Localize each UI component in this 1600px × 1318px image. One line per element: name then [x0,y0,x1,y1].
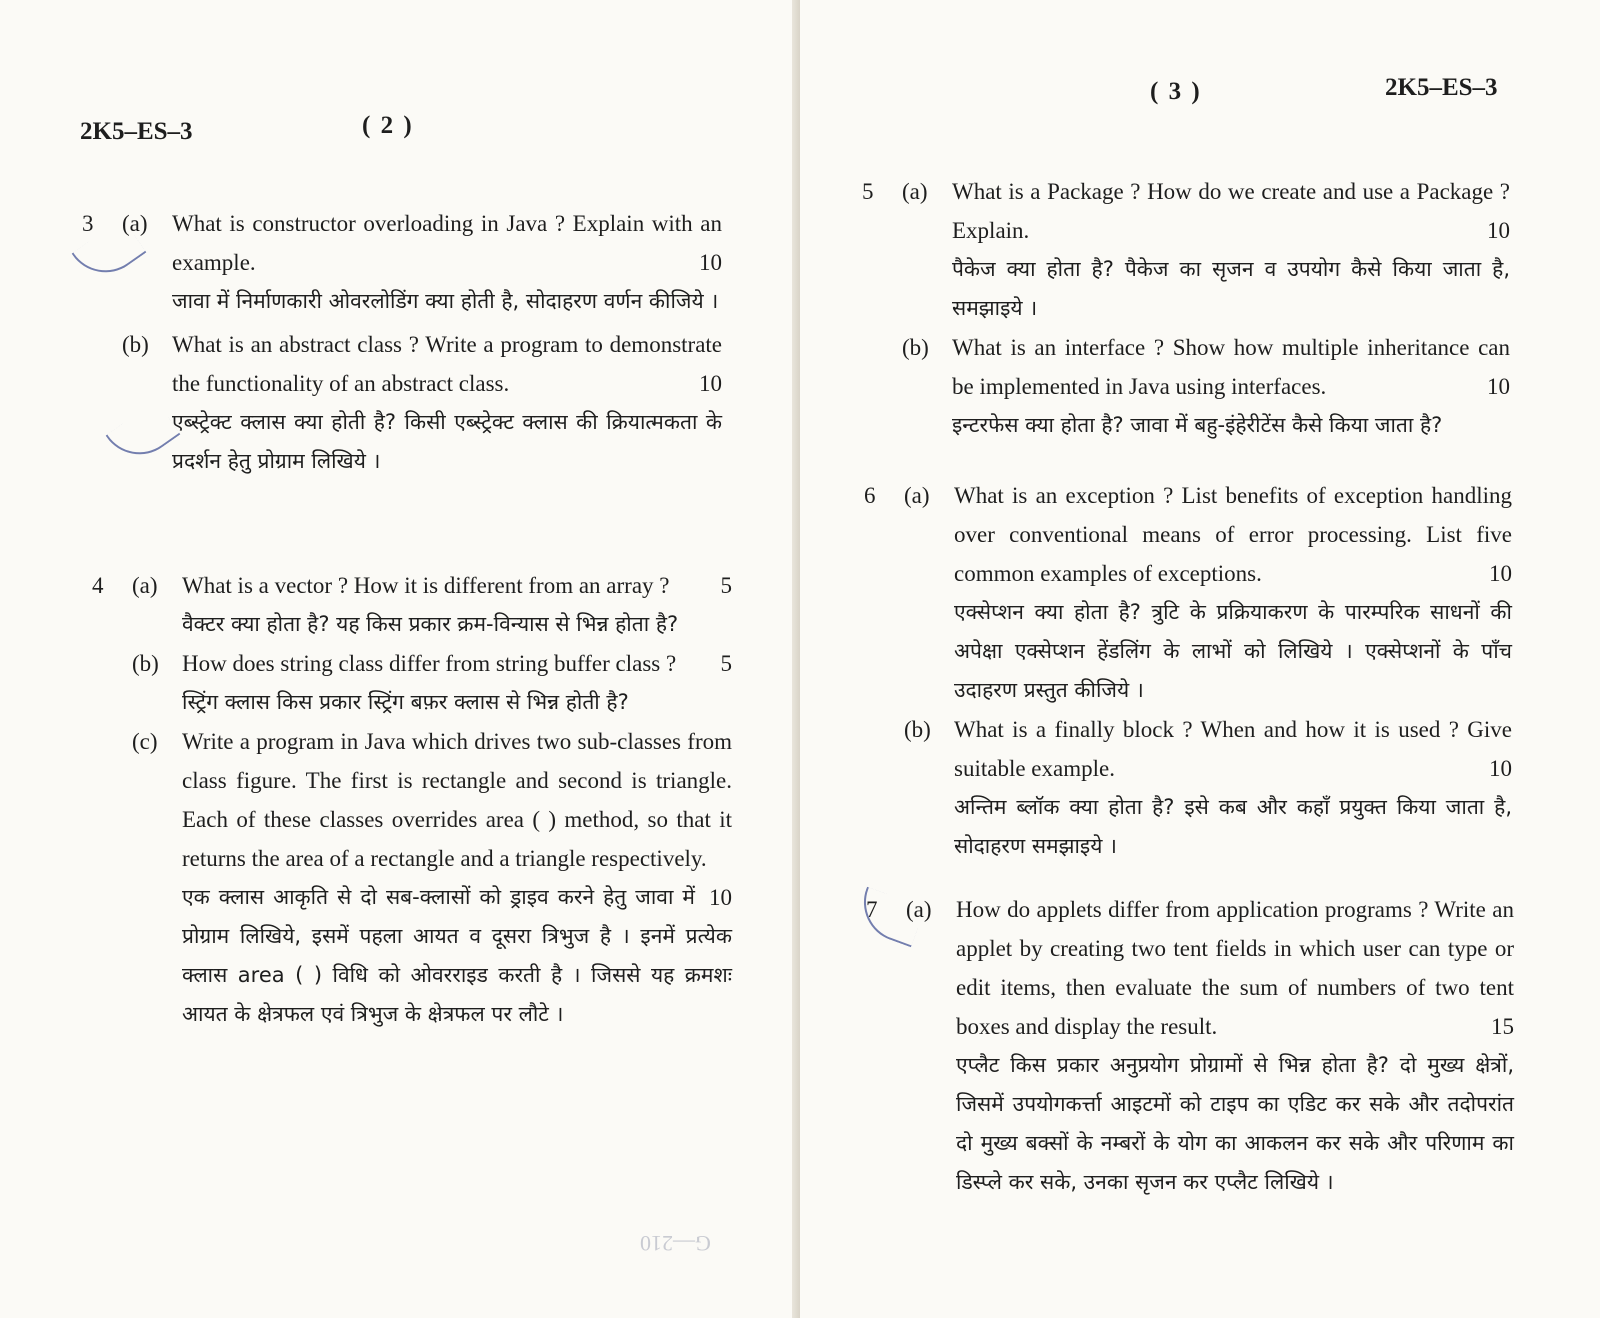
question-4a [92,566,732,644]
question-6b [864,710,1512,866]
question-3 [82,204,722,481]
marks: 10 [1489,756,1512,781]
question-7 [866,890,1514,1202]
part-label: (b) [132,651,159,676]
page-number: ( 2 ) [362,112,414,139]
question-text-hindi: जावा में निर्माणकारी ओवरलोडिंग क्या होती है, सोदाहरण वर्णन कीजिये । [172,289,719,313]
question-text: What is a vector ? How it is different from an array ? [182,573,670,598]
question-3b [82,325,722,481]
question-number: 3 [82,211,94,236]
question-text: How do applets differ from application programs ? Write an applet by creating two tent fields in which user can type or edit items, then evaluate the sum of numbers of two tent boxes and display the result. [956,897,1514,1039]
question-number: 4 [92,573,104,598]
part-label: (c) [132,729,158,754]
question-number: 7 [866,897,878,922]
question-text-hindi: इन्टरफेस क्या होता है? जावा में बहु-इंहेरीटेंस कैसे किया जाता है? [952,413,1443,437]
question-6a [864,476,1512,710]
part-label: (b) [904,717,931,742]
question-4b [92,644,732,722]
marks: 5 [720,651,732,676]
question-text-hindi: स्ट्रिंग क्लास किस प्रकार स्ट्रिंग बफ़र क्लास से भिन्न होती है? [182,690,629,714]
question-5 [862,172,1510,445]
marks: 10 [1487,374,1510,399]
part-label: (a) [902,179,928,204]
question-5a [862,172,1510,328]
part-label: (a) [904,483,930,508]
question-number: 6 [864,483,876,508]
part-label: (b) [902,335,929,360]
part-label: (a) [122,211,148,236]
question-6 [864,476,1512,866]
part-label: (b) [122,332,149,357]
question-text-hindi: अन्तिम ब्लॉक क्या होता है? इसे कब और कहाँ प्रयुक्त किया जाता है, सोदाहरण समझाइये । [954,795,1512,858]
faint-mark: G—210 [640,1231,711,1256]
marks: 10 [709,885,732,910]
question-text-hindi: पैकेज क्या होता है? पैकेज का सृजन व उपयोग कैसे किया जाता है, समझाइये । [952,257,1510,320]
part-label: (a) [906,897,932,922]
question-5b [862,328,1510,445]
marks: 10 [699,371,722,396]
question-number: 5 [862,179,874,204]
question-text-hindi: एब्स्ट्रेक्ट क्लास क्या होती है? किसी एब्स्ट्रेक्ट क्लास की क्रियात्मकता के प्रदर्शन हेतु प्रोग्राम लिखिये । [172,410,722,473]
question-text: What is an interface ? Show how multiple inheritance can be implemented in Java using interfaces. [952,335,1510,399]
question-text-hindi: वैक्टर क्या होता है? यह किस प्रकार क्रम-विन्यास से भिन्न होता है? [182,612,679,636]
question-3a [82,204,722,321]
marks: 5 [720,573,732,598]
question-text: What is an exception ? List benefits of exception handling over conventional means of error processing. List five common examples of exceptions. [954,483,1512,586]
right-page [800,0,1600,1318]
marks: 10 [1489,561,1512,586]
question-text-hindi: एप्लैट किस प्रकार अनुप्रयोग प्रोग्रामों से भिन्न होता है? दो मुख्य क्षेत्रों, जिसमें उपयोगकर्त्ता आइटमों को टाइप का एडिट कर सके और तदोपरांत दो मुख्य बक्सों के नम्बरों के योग का आकलन कर सके और परिणाम का डिस्प्ले कर सके, उनका सृजन कर एप्लैट लिखिये । [956,1053,1514,1194]
page-number: ( 3 ) [1150,78,1202,105]
question-text-hindi: एक क्लास आकृति से दो सब-क्लासों को ड्राइव करने हेतु जावा में प्रोग्राम लिखिये, इसमें पहला आयत व दूसरा त्रिभुज है । इनमें प्रत्येक क्लास area ( ) विधि को ओवरराइड करती है । जिससे यह क्रमशः आयत के क्षेत्रफल एवं त्रिभुज के क्षेत्रफल पर लौटे । [182,885,732,1026]
paper-code: 2K5–ES–3 [80,118,193,145]
question-text: How does string class differ from string buffer class ? [182,651,677,676]
part-label: (a) [132,573,158,598]
marks: 15 [1491,1014,1514,1039]
question-4c [92,722,732,1034]
question-text: What is an abstract class ? Write a program to demonstrate the functionality of an abstract class. [172,332,722,396]
question-text: What is a finally block ? When and how it is used ? Give suitable example. [954,717,1512,781]
paper-code: 2K5–ES–3 [1385,74,1498,101]
question-text: What is constructor overloading in Java ? Explain with an example. [172,211,722,275]
question-4 [92,566,732,1034]
question-text-hindi: एक्सेप्शन क्या होता है? त्रुटि के प्रक्रियाकरण के पारम्परिक साधनों की अपेक्षा एक्सेप्शन हेंडलिंग के लाभों को लिखिये । एक्सेप्शनों के पाँच उदाहरण प्रस्तुत कीजिये । [954,600,1512,702]
question-text: What is a Package ? How do we create and use a Package ? Explain. [952,179,1510,243]
question-text: Write a program in Java which drives two sub-classes from class figure. The first is rectangle and second is triangle. Each of these classes overrides area ( ) method, so that it returns the area of a rectangle and a triangle respectively. [182,729,732,871]
marks: 10 [1487,218,1510,243]
marks: 10 [699,250,722,275]
question-7a [866,890,1514,1202]
